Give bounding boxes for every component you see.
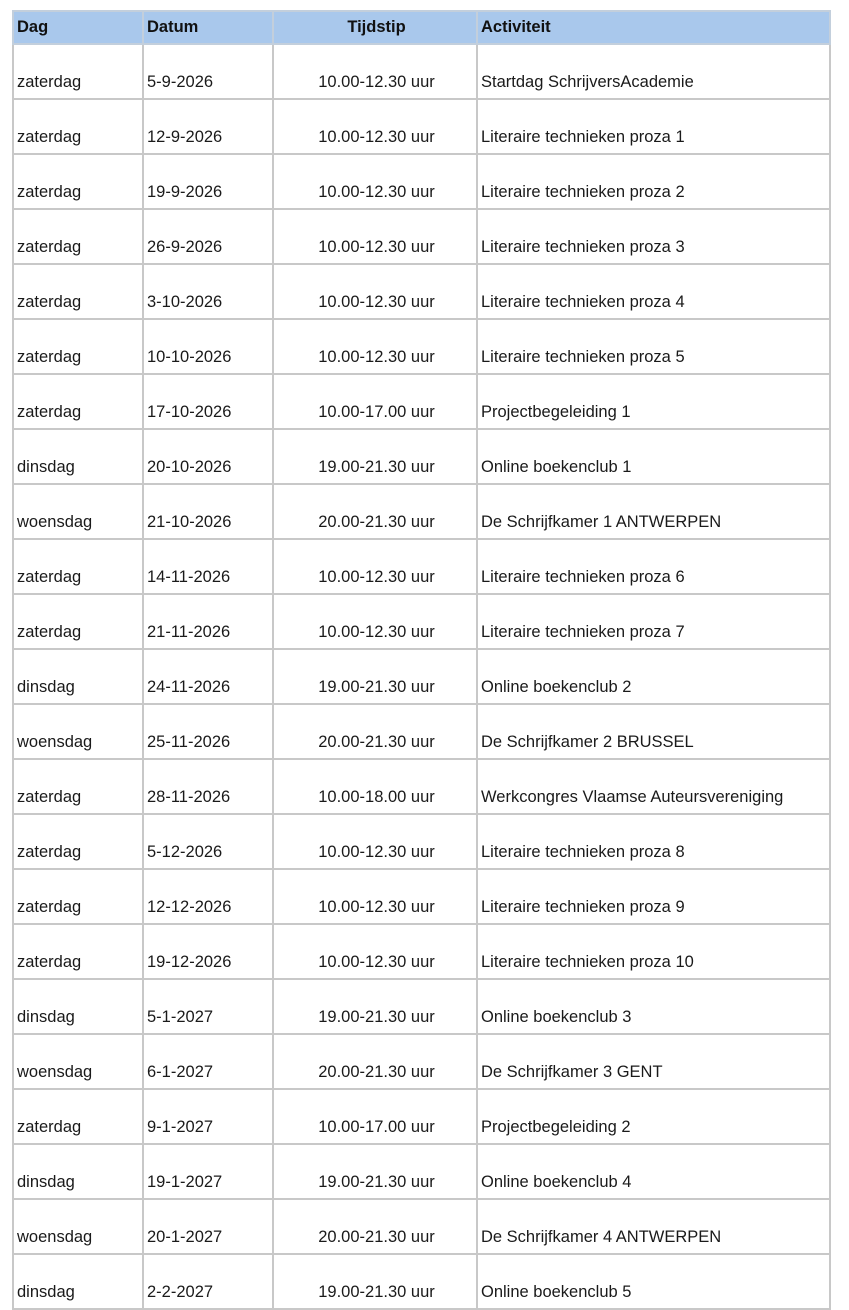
- cell-tijdstip: 19.00-21.30 uur: [273, 649, 477, 704]
- cell-activiteit: Literaire technieken proza 8: [477, 814, 830, 869]
- cell-datum: 24-11-2026: [143, 649, 273, 704]
- table-row: [13, 869, 830, 924]
- cell-dag: woensdag: [13, 1034, 143, 1089]
- table-row: [13, 649, 830, 704]
- cell-dag: dinsdag: [13, 1144, 143, 1199]
- header-row: [13, 11, 830, 44]
- cell-dag: zaterdag: [13, 924, 143, 979]
- table-body: [13, 44, 830, 1309]
- cell-tijdstip: 10.00-12.30 uur: [273, 924, 477, 979]
- cell-activiteit: Literaire technieken proza 1: [477, 99, 830, 154]
- cell-dag: zaterdag: [13, 1089, 143, 1144]
- cell-tijdstip: 10.00-12.30 uur: [273, 814, 477, 869]
- table-row: [13, 44, 830, 99]
- cell-datum: 12-12-2026: [143, 869, 273, 924]
- table-row: [13, 1089, 830, 1144]
- cell-tijdstip: 19.00-21.30 uur: [273, 1144, 477, 1199]
- cell-tijdstip: 10.00-12.30 uur: [273, 319, 477, 374]
- table-row: [13, 759, 830, 814]
- cell-dag: dinsdag: [13, 649, 143, 704]
- cell-datum: 12-9-2026: [143, 99, 273, 154]
- cell-activiteit: De Schrijfkamer 2 BRUSSEL: [477, 704, 830, 759]
- cell-datum: 19-12-2026: [143, 924, 273, 979]
- cell-activiteit: Literaire technieken proza 6: [477, 539, 830, 594]
- table-row: [13, 1034, 830, 1089]
- cell-datum: 26-9-2026: [143, 209, 273, 264]
- cell-datum: 5-1-2027: [143, 979, 273, 1034]
- cell-tijdstip: 20.00-21.30 uur: [273, 1199, 477, 1254]
- cell-datum: 5-9-2026: [143, 44, 273, 99]
- table-row: [13, 704, 830, 759]
- header-activiteit: Activiteit: [477, 11, 830, 44]
- cell-tijdstip: 10.00-17.00 uur: [273, 374, 477, 429]
- table-row: [13, 319, 830, 374]
- cell-dag: woensdag: [13, 484, 143, 539]
- cell-activiteit: Online boekenclub 3: [477, 979, 830, 1034]
- cell-tijdstip: 19.00-21.30 uur: [273, 429, 477, 484]
- cell-datum: 5-12-2026: [143, 814, 273, 869]
- cell-dag: zaterdag: [13, 154, 143, 209]
- cell-tijdstip: 10.00-12.30 uur: [273, 594, 477, 649]
- cell-activiteit: Literaire technieken proza 7: [477, 594, 830, 649]
- cell-dag: zaterdag: [13, 594, 143, 649]
- cell-activiteit: Literaire technieken proza 10: [477, 924, 830, 979]
- table-row: [13, 924, 830, 979]
- cell-tijdstip: 10.00-12.30 uur: [273, 44, 477, 99]
- cell-tijdstip: 10.00-12.30 uur: [273, 539, 477, 594]
- cell-activiteit: Online boekenclub 5: [477, 1254, 830, 1309]
- table-header: [13, 11, 830, 44]
- table-row: [13, 484, 830, 539]
- cell-dag: zaterdag: [13, 759, 143, 814]
- cell-dag: zaterdag: [13, 44, 143, 99]
- cell-tijdstip: 20.00-21.30 uur: [273, 704, 477, 759]
- cell-tijdstip: 10.00-12.30 uur: [273, 154, 477, 209]
- table-row: [13, 374, 830, 429]
- cell-datum: 17-10-2026: [143, 374, 273, 429]
- cell-dag: zaterdag: [13, 539, 143, 594]
- cell-activiteit: Online boekenclub 1: [477, 429, 830, 484]
- cell-activiteit: Online boekenclub 4: [477, 1144, 830, 1199]
- cell-activiteit: Literaire technieken proza 9: [477, 869, 830, 924]
- cell-tijdstip: 10.00-12.30 uur: [273, 99, 477, 154]
- cell-dag: woensdag: [13, 1199, 143, 1254]
- cell-datum: 9-1-2027: [143, 1089, 273, 1144]
- cell-tijdstip: 10.00-12.30 uur: [273, 869, 477, 924]
- schedule-table: [12, 10, 831, 1310]
- cell-dag: zaterdag: [13, 374, 143, 429]
- table-row: [13, 429, 830, 484]
- header-datum: Datum: [143, 11, 273, 44]
- cell-dag: zaterdag: [13, 209, 143, 264]
- cell-activiteit: Literaire technieken proza 4: [477, 264, 830, 319]
- cell-datum: 19-9-2026: [143, 154, 273, 209]
- cell-dag: woensdag: [13, 704, 143, 759]
- schedule-sheet: [12, 10, 831, 1310]
- cell-datum: 2-2-2027: [143, 1254, 273, 1309]
- header-tijdstip: Tijdstip: [273, 11, 477, 44]
- cell-dag: zaterdag: [13, 99, 143, 154]
- table-row: [13, 1199, 830, 1254]
- cell-activiteit: Literaire technieken proza 3: [477, 209, 830, 264]
- cell-tijdstip: 10.00-17.00 uur: [273, 1089, 477, 1144]
- table-row: [13, 979, 830, 1034]
- cell-activiteit: De Schrijfkamer 1 ANTWERPEN: [477, 484, 830, 539]
- cell-tijdstip: 10.00-18.00 uur: [273, 759, 477, 814]
- cell-tijdstip: 19.00-21.30 uur: [273, 1254, 477, 1309]
- table-row: [13, 814, 830, 869]
- cell-datum: 20-1-2027: [143, 1199, 273, 1254]
- table-row: [13, 594, 830, 649]
- cell-dag: zaterdag: [13, 869, 143, 924]
- cell-datum: 14-11-2026: [143, 539, 273, 594]
- table-row: [13, 154, 830, 209]
- cell-dag: zaterdag: [13, 814, 143, 869]
- cell-tijdstip: 20.00-21.30 uur: [273, 484, 477, 539]
- cell-tijdstip: 20.00-21.30 uur: [273, 1034, 477, 1089]
- cell-activiteit: Literaire technieken proza 5: [477, 319, 830, 374]
- cell-datum: 3-10-2026: [143, 264, 273, 319]
- cell-dag: dinsdag: [13, 1254, 143, 1309]
- cell-activiteit: De Schrijfkamer 3 GENT: [477, 1034, 830, 1089]
- cell-activiteit: Werkcongres Vlaamse Auteursvereniging: [477, 759, 830, 814]
- cell-activiteit: Projectbegeleiding 1: [477, 374, 830, 429]
- cell-datum: 20-10-2026: [143, 429, 273, 484]
- cell-datum: 25-11-2026: [143, 704, 273, 759]
- table-row: [13, 264, 830, 319]
- cell-activiteit: De Schrijfkamer 4 ANTWERPEN: [477, 1199, 830, 1254]
- cell-datum: 28-11-2026: [143, 759, 273, 814]
- cell-datum: 10-10-2026: [143, 319, 273, 374]
- cell-tijdstip: 19.00-21.30 uur: [273, 979, 477, 1034]
- header-dag: Dag: [13, 11, 143, 44]
- table-row: [13, 539, 830, 594]
- cell-datum: 21-10-2026: [143, 484, 273, 539]
- cell-activiteit: Online boekenclub 2: [477, 649, 830, 704]
- cell-activiteit: Startdag SchrijversAcademie: [477, 44, 830, 99]
- cell-activiteit: Literaire technieken proza 2: [477, 154, 830, 209]
- cell-datum: 6-1-2027: [143, 1034, 273, 1089]
- cell-dag: zaterdag: [13, 264, 143, 319]
- cell-tijdstip: 10.00-12.30 uur: [273, 264, 477, 319]
- cell-activiteit: Projectbegeleiding 2: [477, 1089, 830, 1144]
- table-row: [13, 1144, 830, 1199]
- cell-dag: dinsdag: [13, 429, 143, 484]
- cell-dag: zaterdag: [13, 319, 143, 374]
- table-row: [13, 99, 830, 154]
- cell-tijdstip: 10.00-12.30 uur: [273, 209, 477, 264]
- cell-datum: 19-1-2027: [143, 1144, 273, 1199]
- cell-dag: dinsdag: [13, 979, 143, 1034]
- cell-datum: 21-11-2026: [143, 594, 273, 649]
- table-row: [13, 1254, 830, 1309]
- table-row: [13, 209, 830, 264]
